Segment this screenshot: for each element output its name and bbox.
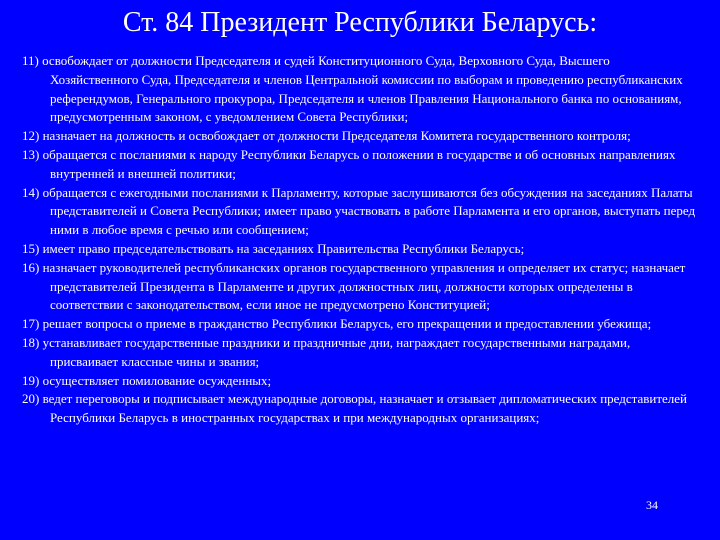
list-item-12: 12) назначает на должность и освобождает от должности Председателя Комитета государственного контроля; — [22, 128, 631, 144]
list-item-13: 13) обращается с посланиями к народу Республики Беларусь о положении в государстве и об основных направлениях внутренней и внешней политики; — [22, 146, 676, 181]
list-item-11: 11) освобождает от должности Председателя и судей Конституционного Суда, Верховного Суда, Высшего Хозяйственного Суда, Председателя и членов Центральной комиссии по выборам и проведению республиканских референдумов, Генерального прокурора, Председателя и членов Правления Национального банка по основаниям, предусмотренным законом, с уведомлением Совета Республики; — [22, 53, 683, 125]
list-item-15: 15) имеет право председательствовать на заседаниях Правительства Республики Беларусь; — [22, 240, 525, 256]
list-item-19: 19) осуществляет помилование осужденных; — [22, 372, 272, 388]
list-item-14: 14) обращается с ежегодными посланиями к Парламенту, которые заслушиваются без обсуждения на заседаниях Палаты представителей и Совета Республики; имеет право участвовать в работе Парламента и его органов, выступать перед ними в любое время с речью или сообщением; — [22, 184, 696, 238]
list-item-20: 20) ведет переговоры и подписывает международные договоры, назначает и отзывает дипломатических представителей Республики Беларусь в иностранных государствах и при международных организациях; — [22, 391, 688, 426]
slide-title: Ст. 84 Президент Республики Беларусь: — [122, 7, 598, 38]
list-item-17: 17) решает вопросы о приеме в гражданство Республики Беларусь, его прекращении и предоставлении убежища; — [22, 316, 652, 332]
page-number: 34 — [646, 498, 658, 512]
list-item-16: 16) назначает руководителей республиканских органов государственного управления и определяет их статус; назначает представителей Президента в Парламенте и других должностных лиц, должности которых определены в соответствии с законодательством, если иное не предусмотрено Конституцией; — [22, 259, 686, 313]
list-item-18: 18) устанавливает государственные праздники и праздничные дни, награждает государственными наградами, присваивает классные чины и звания; — [22, 334, 631, 369]
article-items-list — [22, 52, 698, 428]
